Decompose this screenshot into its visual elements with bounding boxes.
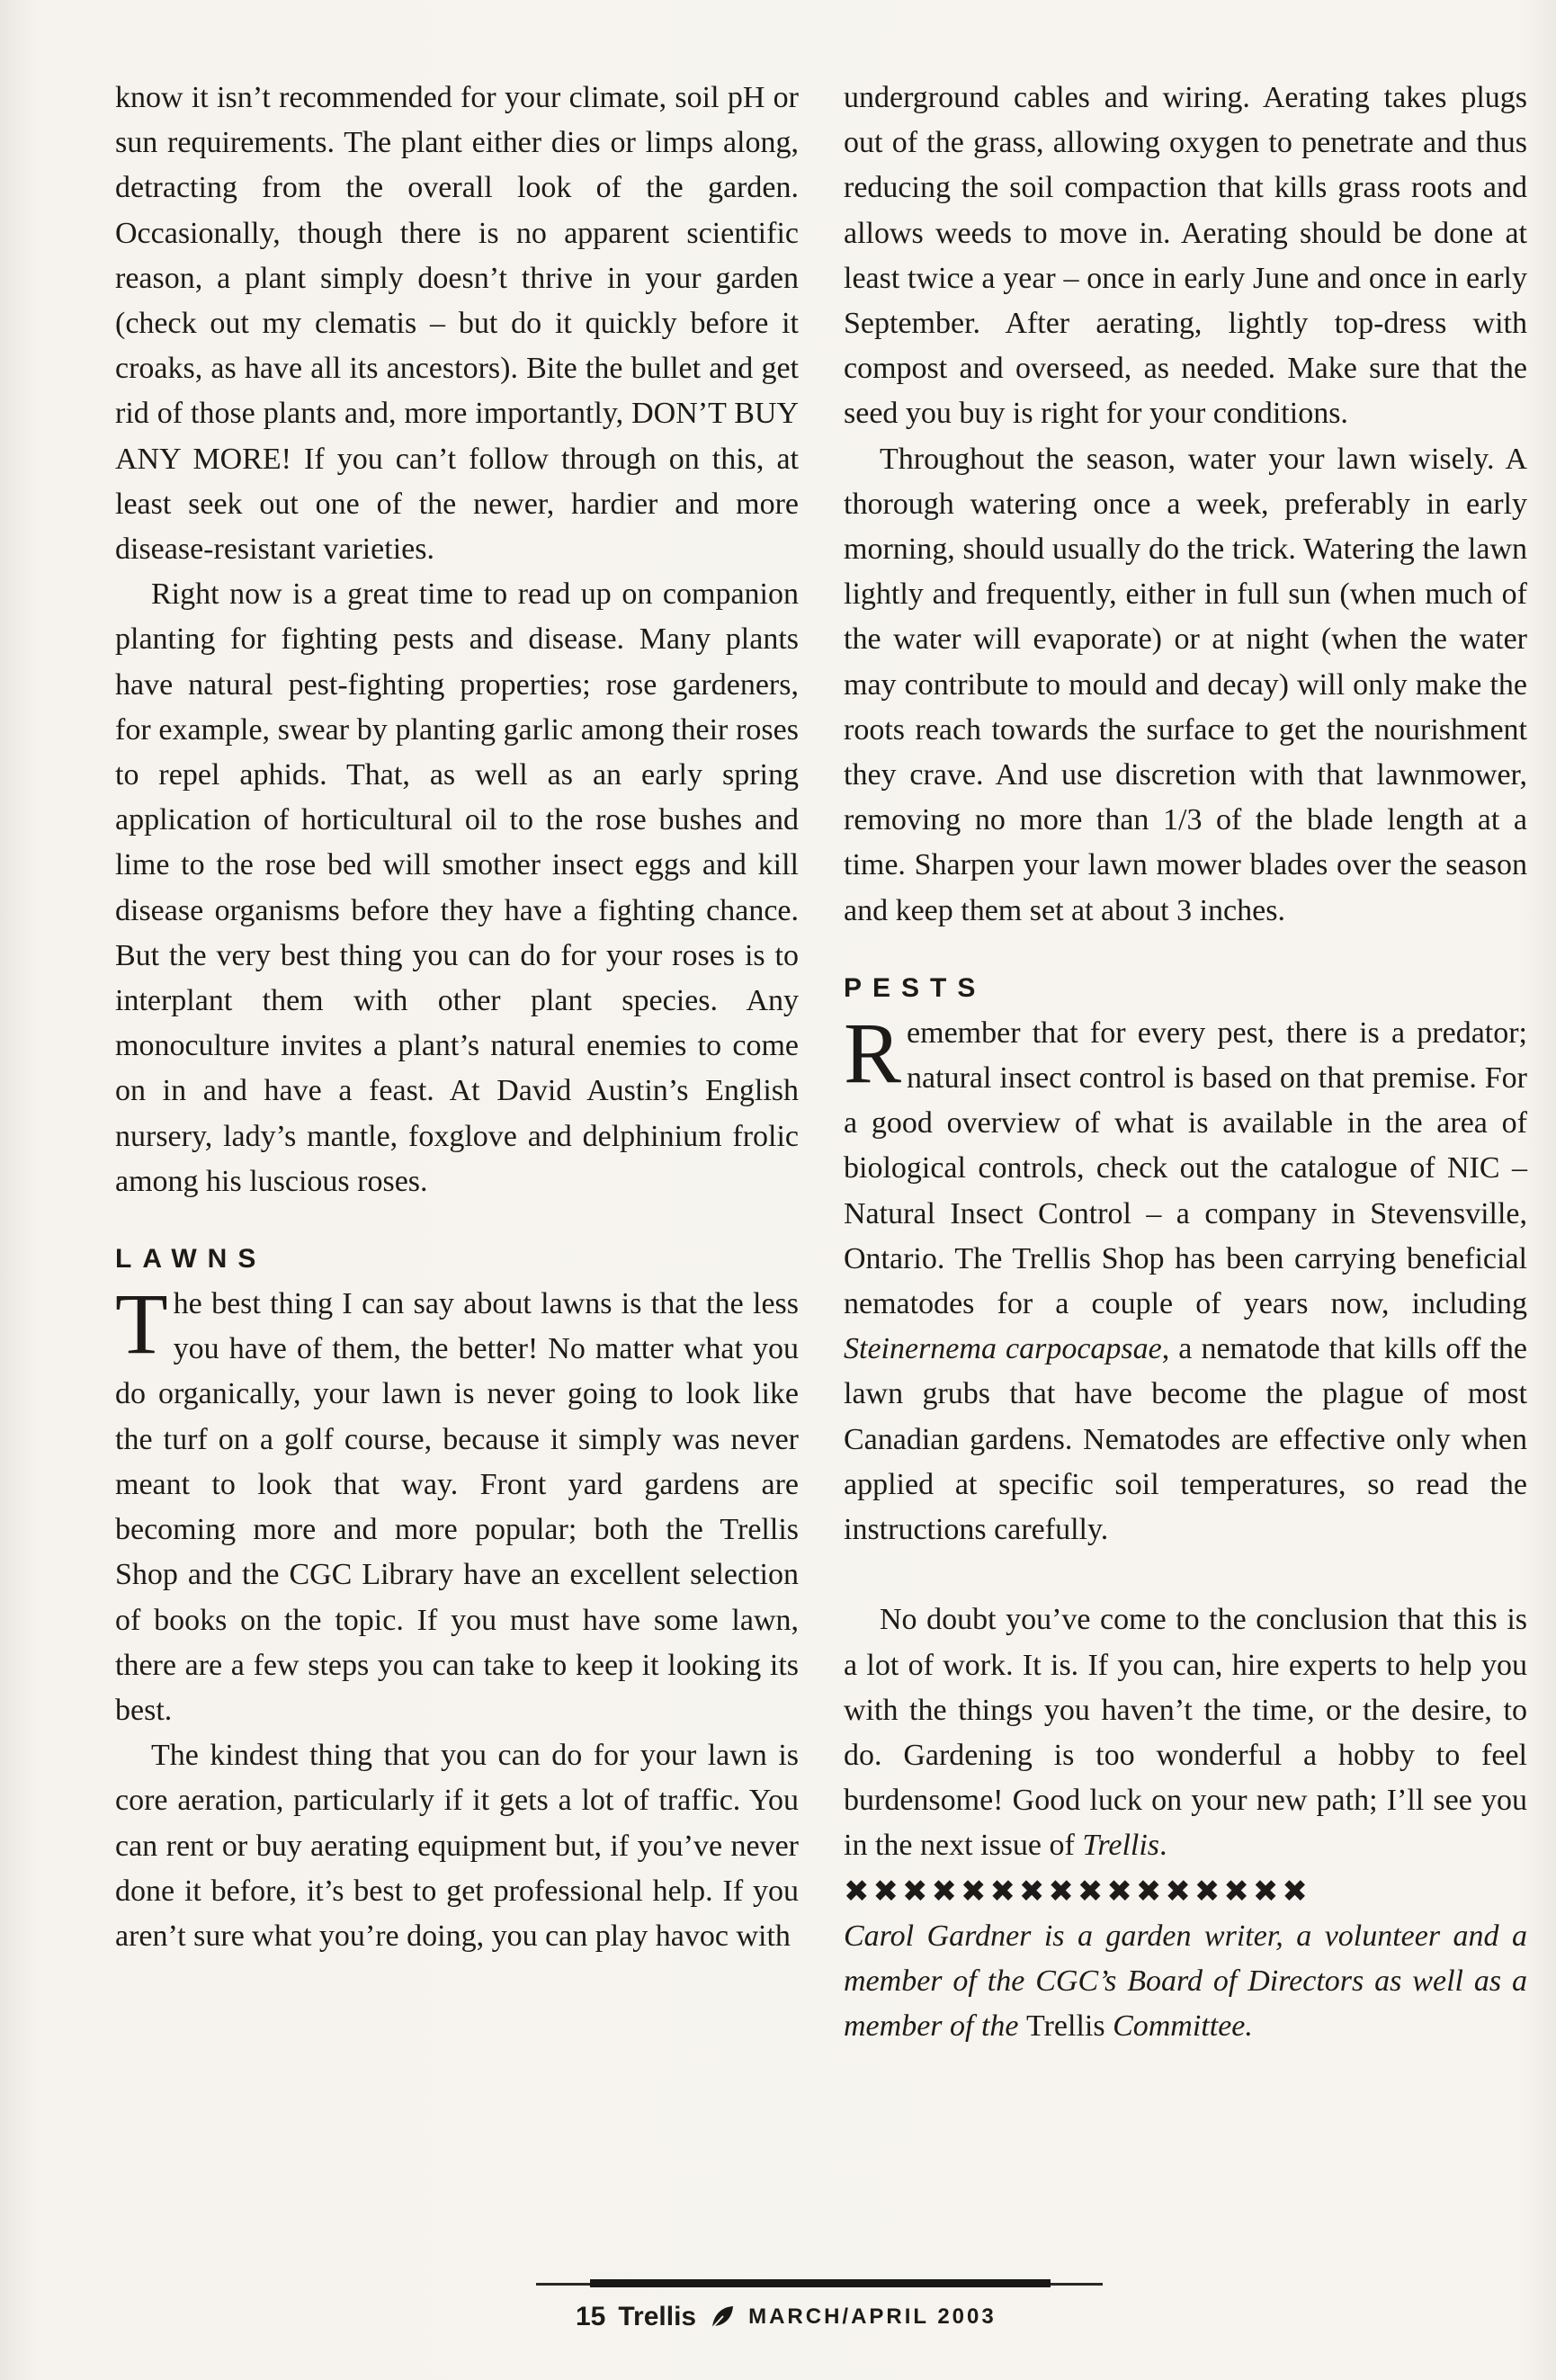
paragraph <box>844 1004 1527 1552</box>
leaf-icon <box>709 2304 736 2331</box>
paragraph-text: emember that for every pest, there is a predator; natural insect control is based on that premise. For a good overview of what is available in the area of biological controls, check out the catalogue of NIC – Natural Insect Control – a company in Stevensville, Ontario. The Trellis Shop has been carrying beneficial nematodes for a couple of years now, including <box>844 1016 1527 1321</box>
left-column <box>115 76 799 1959</box>
paragraph: Throughout the season, water your lawn wisely. A thorough watering once a week, preferably in early morning, should usually do the trick. Watering the lawn lightly and frequently, either in full sun (when much of the water will evaporate) or at night (when the water may contribute to mould and decay) will only make the roots reach towards the surface to get the nourishment they crave. And use discretion with that lawnmower, removing no more than 1/3 of the blade length at a time. Sharpen your lawn mower blades over the season and keep them set at about 3 inches. <box>844 442 1527 927</box>
paragraph <box>844 1597 1527 1868</box>
footer-rule-thick <box>590 2279 1051 2287</box>
paragraph: The kindest thing that you can do for your lawn is core aeration, particularly if it gets a lot of traffic. You can rent or buy aerating equipment but, if you’ve never done it before, it’s best to get professional help. If you aren’t sure what you’re doing, you can play havoc with <box>115 1739 799 1953</box>
right-column <box>844 76 1527 2049</box>
paragraph-text: , a nematode that kills off the lawn grubs that have become the plague of most Canadian gardens. Nematodes are effective only when applied at specific soil temperatures, so read the instructions carefully. <box>844 1332 1527 1547</box>
bio-text: Carol Gardner is a garden writer, a volunteer and a member of the CGC’s Board of Directors as well as a member of the <box>844 1919 1527 2043</box>
paragraph: underground cables and wiring. Aerating takes plugs out of the grass, allowing oxygen to penetrate and thus reducing the soil compaction that kills grass roots and allows weeds to move in. Aerating should be done at least twice a year – once in early June and once in early September. After aerating, lightly top-dress with compost and overseed, as needed. Make sure that the seed you buy is right for your conditions. <box>844 81 1527 431</box>
magazine-title: Trellis <box>618 2302 697 2331</box>
paragraph-text: he best thing I can say about lawns is that the less you have of them, the better! No matter what you do organically, your lawn is never going to look like the turf on a golf course, because it simply was never meant to look that way. Front yard gardens are becoming more and more popular; both the Trellis Shop and the CGC Library have an excellent selection of books on the topic. If you must have some lawn, there are a few steps you can take to keep it looking its best. <box>115 1287 799 1727</box>
author-bio <box>844 1914 1527 2050</box>
spacer <box>844 1552 1527 1597</box>
paragraph <box>115 1275 799 1733</box>
drop-cap: R <box>844 1004 902 1101</box>
ornament-divider: ✖✖✖✖✖✖✖✖✖✖✖✖✖✖✖✖ <box>844 1873 1311 1910</box>
page-footer <box>576 2299 1079 2335</box>
magazine-name: Trellis <box>1026 2009 1105 2043</box>
magazine-name: Trellis <box>1082 1829 1160 1863</box>
section-heading-pests: PESTS <box>844 972 987 1003</box>
paragraph-text: No doubt you’ve come to the conclusion that this is a lot of work. It is. If you can, hire experts to help you with the things you haven’t the time, or the desire, to do. Gardening is too wonderful a hobby to feel burdensome! Good luck on your new path; I’ll see you in the next issue of <box>844 1603 1527 1863</box>
punctuation: . <box>1159 1829 1167 1863</box>
issue-date: MARCH/APRIL 2003 <box>748 2304 997 2329</box>
page-number: 15 <box>576 2302 606 2331</box>
paragraph: Right now is a great time to read up on companion planting for fighting pests and disease. Many plants have natural pest-fighting properties; rose gardeners, for example, swear by planting garlic among their roses to repel aphids. That, as well as an early spring application of horticultural oil to the rose bushes and lime to the rose bed will smother insect eggs and kill disease organisms before they have a fighting chance. But the very best thing you can do for your roses is to interplant them with other plant species. Any monoculture invites a plant’s natural enemies to come on in and have a feast. At David Austin’s English nursery, lady’s mantle, foxglove and delphinium frolic among his luscious roses. <box>115 577 799 1198</box>
paragraph: know it isn’t recommended for your climate, soil pH or sun requirements. The plant either dies or limps along, detracting from the overall look of the garden. Occasionally, though there is no apparent scientific reason, a plant simply doesn’t thrive in your garden (check out my clematis – but do it quickly before it croaks, as have all its ancestors). Bite the bullet and get rid of those plants and, more importantly, DON’T BUY ANY MORE! If you can’t follow through on this, at least seek out one of the newer, hardier and more disease-resistant varieties. <box>115 81 799 567</box>
drop-cap: T <box>115 1275 168 1373</box>
bio-text: Committee. <box>1104 2009 1253 2043</box>
species-name: Steinernema carpocapsae <box>844 1332 1162 1366</box>
section-heading-lawns: LAWNS <box>115 1244 267 1275</box>
